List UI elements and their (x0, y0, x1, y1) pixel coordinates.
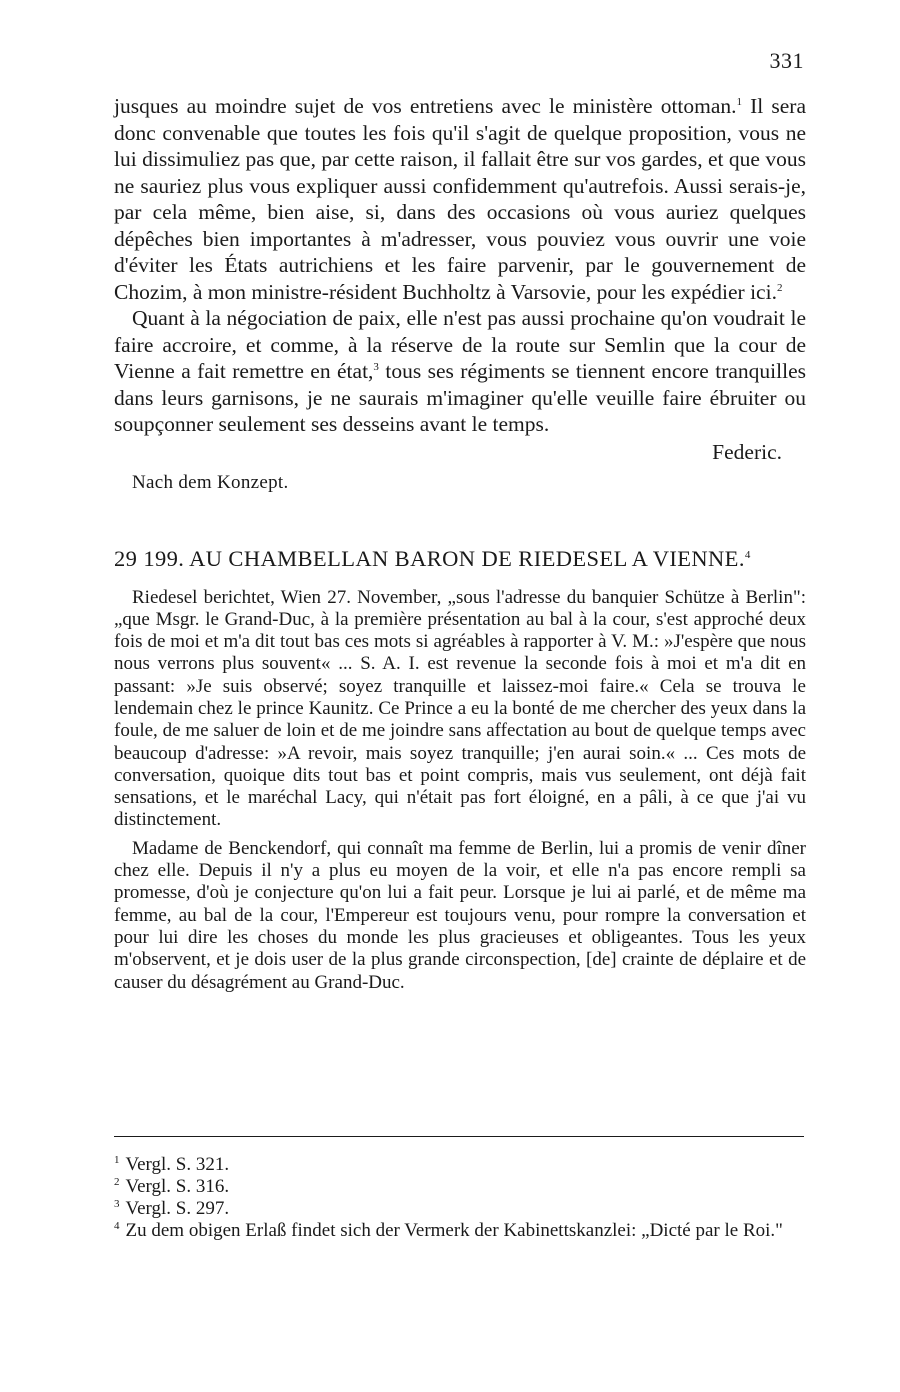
footnote-separator (114, 1136, 804, 1137)
footnote-mark: 1 (114, 1154, 120, 1166)
footnote-text: Vergl. S. 297. (125, 1198, 230, 1219)
footnote-item (114, 1220, 806, 1242)
letter-paragraph-2-text-b: tous ses régiments se tiennent encore tranquilles dans leurs garnisons, je ne saurais m'imaginer qu'elle veuille faire ébruiter ou soupçonner seulement ses desseins avant le temps. (114, 359, 806, 436)
footnote-text: Vergl. S. 316. (125, 1176, 230, 1197)
page-number: 331 (769, 48, 804, 73)
letter-paragraph-1-text-a: jusques au moindre sujet de vos entretiens avec le ministère ottoman. (114, 94, 737, 118)
summary-paragraph-1: Riedesel berichtet, Wien 27. November, „sous l'adresse du banquier Schütze à Berlin": „que Msgr. le Grand-Duc, à la première présentation au bal à la cour, s'est approché deux fois de moi et m'a dit tout bas ces mots si agréables à rapporter à V. M.: »J'espère que nous nous verrons plus souvent« ... S. A. I. est revenue la seconde fois à moi et m'a dit en passant: »Je suis observé; soyez tranquille et laissez-moi faire.« Cela se trouva le lendemain chez le prince Kaunitz. Ce Prince a eu la bonté de me chercher des yeux dans la foule, de me saluer de loin et de me joindre sans affectation au bout de quelque temps avec beaucoup d'adresse: »A revoir, mais soyez tranquille; j'en aurai soin.« ... Ces mots de conversation, quoique dits tout bas et point compris, mais vus seulement, ont déjà fait sensations, et le maréchal Lacy, qui n'était pas fort éloigné, en a pâli, à ce que j'ai vu distinctement. (114, 586, 806, 831)
footnote-mark: 4 (114, 1220, 120, 1232)
footnote-ref-2: 2 (776, 281, 783, 294)
report-summary (114, 587, 806, 994)
footnote-item (114, 1198, 806, 1220)
footnote-item (114, 1154, 806, 1176)
footnote-ref-3: 3 (373, 361, 379, 373)
summary-paragraph-2: Madame de Benckendorf, qui connaît ma femme de Berlin, lui a promis de venir dîner chez elle. Depuis il n'y a plus eu moyen de la voir, et elle n'a pas encore rempli sa promesse, d'où je conjecture qu'on lui a fait peur. Lorsque je lui ai parlé, et de même ma femme, au bal de la cour, l'Empereur est toujours venu, pour rompre la conversation et pour lui dire les choses du monde les plus gracieuses et obligeantes. Tous les yeux m'observent, et je dois user de la plus grande circonspection, [de] crainte de déplaire et de causer du désagrément au Grand-Duc. (114, 837, 806, 993)
footnote-item (114, 1176, 806, 1198)
letter-paragraph-2-text-a: Quant à la négociation de paix, elle n'est pas aussi prochaine qu'on voudrait le faire accroire, et comme, à la réserve de la route sur Semlin que la cour de Vienne a fait remettre en état, (114, 306, 806, 383)
letter-paragraph-1-text-b: Il sera donc convenable que toutes les fois qu'il s'agit de quelque proposition, vous ne lui dissimuliez pas que, par cette raison, il fallait être sur vos gardes, et que vous ne sauriez plus vous expliquer aussi confidemment qu'autrefois. Aussi serais-je, par cela même, bien aise, si, dans des occasions où vous auriez quelques dépêches bien importantes à m'adresser, vous pouviez vous ouvrir une voie d'éviter les États autrichiens et les faire parvenir, par le gouvernement de Chozim, à mon ministre-résident Buchholtz à Varsovie, pour les expédier ici. (114, 94, 806, 304)
letter-paragraph-1 (114, 93, 806, 305)
footnote-mark: 2 (114, 1176, 120, 1188)
footnote-mark: 3 (114, 1198, 120, 1210)
document-heading (114, 546, 806, 573)
footnote-ref-1: 1 (736, 96, 743, 108)
document-heading-text: 29 199. AU CHAMBELLAN BARON DE RIEDESEL A VIENNE. (114, 546, 745, 571)
signature: Federic. (712, 439, 782, 464)
footnotes (114, 1154, 806, 1242)
letter-paragraph-2 (114, 305, 806, 438)
main-text (114, 93, 806, 994)
source-note: Nach dem Konzept. (132, 471, 289, 493)
footnote-text: Vergl. S. 321. (125, 1154, 230, 1175)
footnote-ref-4: 4 (744, 549, 751, 561)
footnote-text: Zu dem obigen Erlaß findet sich der Vermerk der Kabinettskanzlei: „Dicté par le Roi." (125, 1220, 783, 1241)
